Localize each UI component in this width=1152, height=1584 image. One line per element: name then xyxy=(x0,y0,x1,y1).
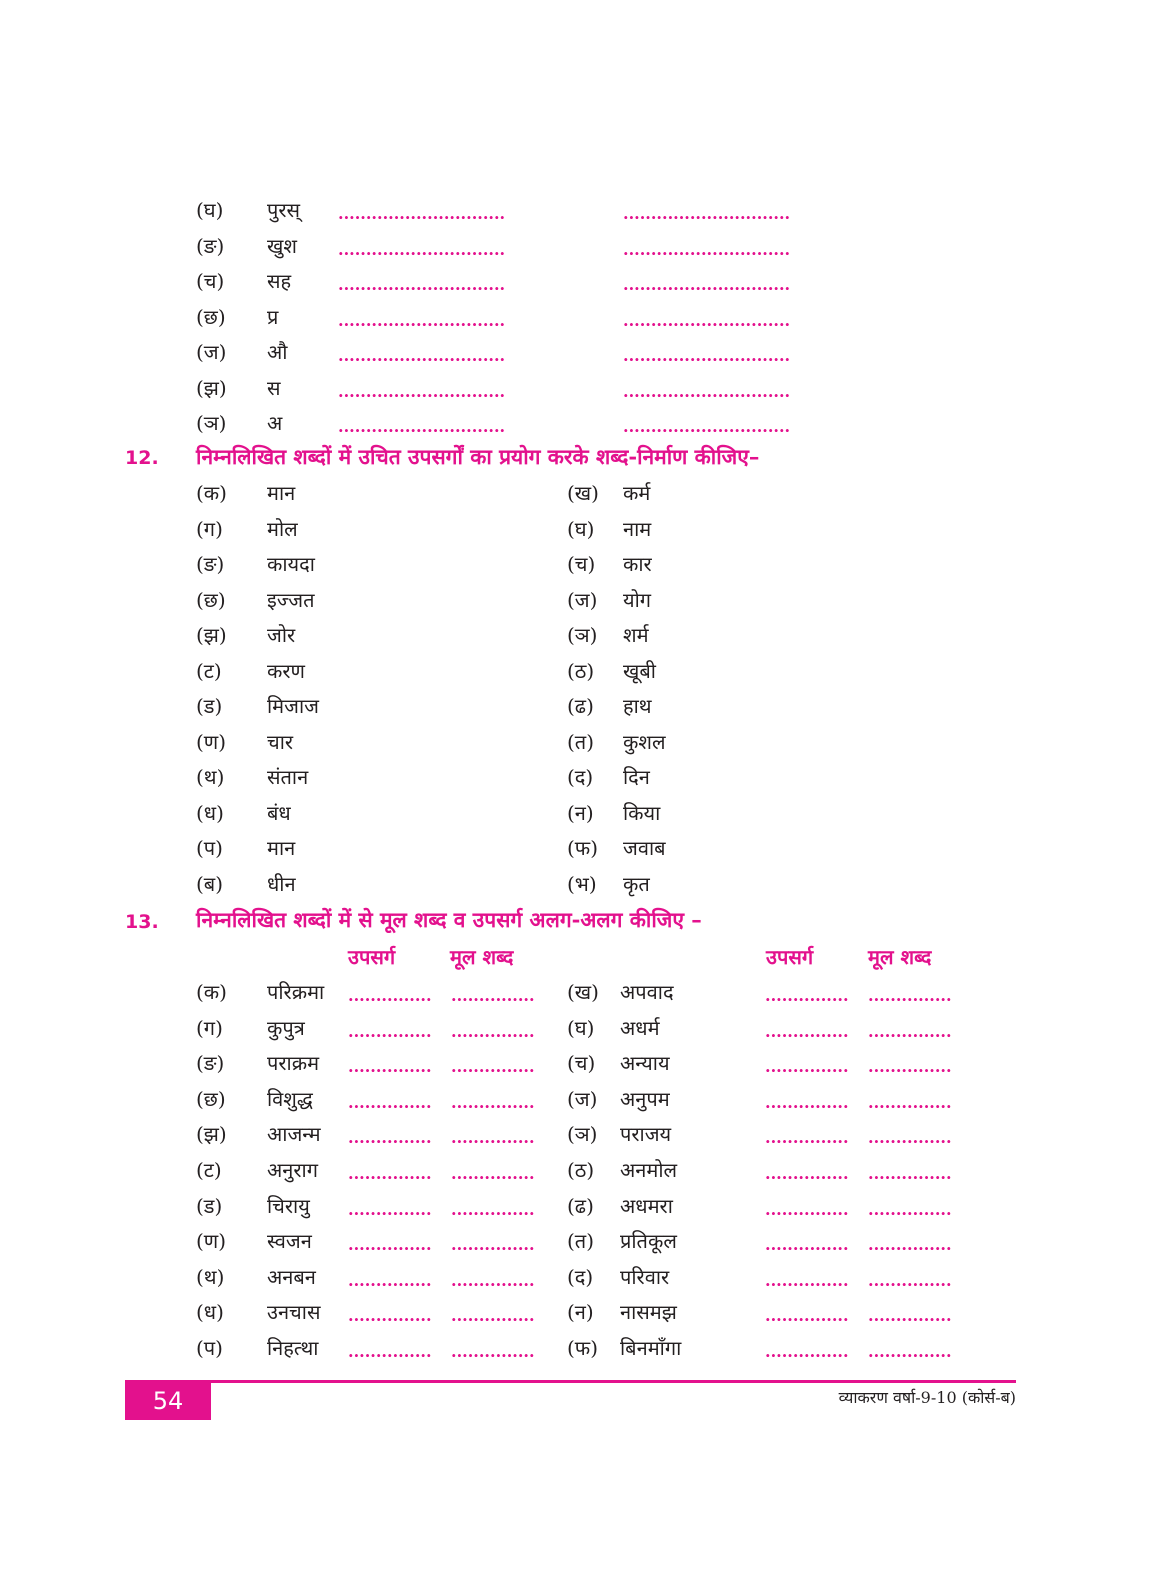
item-word: जोर xyxy=(267,623,296,647)
item-word: अनबन xyxy=(267,1264,316,1289)
item-word: चिरायु xyxy=(267,1193,310,1218)
item-word: अनुपम xyxy=(620,1086,670,1111)
item-word: कृत xyxy=(623,871,650,896)
item-word: स्वजन xyxy=(267,1229,312,1254)
answer-blank: ............... xyxy=(451,986,535,1005)
answer-blank: .............................. xyxy=(338,310,506,330)
answer-blank: ............... xyxy=(451,1021,535,1041)
answer-blank: ............... xyxy=(868,1057,952,1077)
item-word: जवाब xyxy=(623,836,666,860)
item-label: (प) xyxy=(196,1336,223,1360)
item-label: (ज) xyxy=(567,587,598,612)
answer-blank: ............... xyxy=(765,1057,849,1077)
q12-title: निम्नलिखित शब्दों में उचित उपसर्गों का प्रयोग करके शब्द-निर्माण कीजिए– xyxy=(196,444,760,469)
answer-blank: .............................. xyxy=(623,310,791,330)
answer-blank: ............... xyxy=(868,1270,952,1290)
item-word: मान xyxy=(267,836,296,860)
item-word: संतान xyxy=(267,765,309,789)
item-label: (ट) xyxy=(196,658,222,683)
item-label: (ञ) xyxy=(567,1122,598,1147)
item-label: (थ) xyxy=(196,1264,225,1289)
item-label: (न) xyxy=(567,800,594,825)
item-word: मान xyxy=(267,481,296,505)
item-word: कायदा xyxy=(267,552,315,576)
answer-blank: ............... xyxy=(451,1306,535,1326)
item-label: (फ) xyxy=(567,836,599,860)
q12-number: 12. xyxy=(125,447,159,469)
item-label: (ञ) xyxy=(196,411,227,435)
item-word: कुशल xyxy=(623,729,666,754)
item-word: स xyxy=(267,375,281,400)
q13-title: निम्नलिखित शब्दों में से मूल शब्द व उपसर्ग अलग-अलग कीजिए – xyxy=(196,907,702,932)
item-word: निहत्था xyxy=(267,1336,319,1360)
answer-blank: ............... xyxy=(348,1128,432,1148)
item-label: (ख) xyxy=(567,481,599,505)
item-label: (छ) xyxy=(196,1086,226,1111)
item-label: (ज) xyxy=(196,340,227,364)
item-label: (त) xyxy=(567,729,595,754)
answer-blank: ............... xyxy=(451,1128,535,1148)
item-label: (घ) xyxy=(567,516,595,541)
answer-blank: .............................. xyxy=(338,204,506,223)
item-label: (च) xyxy=(567,552,596,576)
item-label: (फ) xyxy=(567,1336,599,1360)
item-word: परिक्रमा xyxy=(267,980,325,1004)
item-word: अ xyxy=(267,411,283,435)
answer-blank: ............... xyxy=(451,1235,535,1255)
answer-blank: ............... xyxy=(868,1164,952,1183)
item-label: (ठ) xyxy=(567,658,595,683)
q13-col-prefix-left: उपसर्ग xyxy=(348,945,396,969)
item-label: (ग) xyxy=(196,516,223,541)
item-label: (ध) xyxy=(196,800,224,825)
item-word: अपवाद xyxy=(620,980,674,1004)
page-number: 54 xyxy=(125,1383,211,1420)
item-label: (च) xyxy=(567,1051,596,1076)
item-word: बंध xyxy=(267,800,291,825)
answer-blank: .............................. xyxy=(623,417,791,436)
item-label: (त) xyxy=(567,1229,595,1254)
book-title: व्याकरण वर्षा-9-10 (कोर्स-ब) xyxy=(838,1388,1016,1407)
answer-blank: ............... xyxy=(868,1092,952,1112)
item-word: दिन xyxy=(623,765,650,789)
answer-blank: ............... xyxy=(348,1342,432,1361)
answer-blank: ............... xyxy=(348,1306,432,1326)
answer-blank: ............... xyxy=(765,986,849,1005)
item-word: कार xyxy=(623,552,652,576)
item-label: (ध) xyxy=(196,1300,224,1325)
answer-blank: .............................. xyxy=(338,346,506,365)
item-label: (थ) xyxy=(196,765,225,789)
answer-blank: ............... xyxy=(868,986,952,1005)
answer-blank: ............... xyxy=(868,1128,952,1148)
item-label: (ङ) xyxy=(196,552,225,576)
answer-blank: ............... xyxy=(348,1164,432,1183)
answer-blank: ............... xyxy=(868,1199,952,1219)
item-label: (प) xyxy=(196,836,223,860)
item-label: (छ) xyxy=(196,304,226,329)
footer-rule xyxy=(125,1380,1016,1383)
item-label: (ढ) xyxy=(567,694,594,718)
answer-blank: .............................. xyxy=(338,381,506,401)
answer-blank: ............... xyxy=(348,1235,432,1255)
answer-blank: .............................. xyxy=(623,346,791,365)
item-label: (ण) xyxy=(196,1229,227,1254)
item-word: सह xyxy=(267,269,292,293)
answer-blank: ............... xyxy=(348,1270,432,1290)
item-word: परिवार xyxy=(620,1264,670,1289)
item-word: अधमरा xyxy=(620,1193,673,1218)
item-label: (भ) xyxy=(567,871,597,896)
item-label: (द) xyxy=(567,765,594,789)
answer-blank: ............... xyxy=(451,1057,535,1077)
item-word: नासमझ xyxy=(620,1300,677,1325)
item-word: करण xyxy=(267,658,305,683)
item-word: धीन xyxy=(267,871,296,896)
answer-blank: .............................. xyxy=(623,381,791,401)
item-label: (ठ) xyxy=(567,1158,595,1182)
answer-blank: ............... xyxy=(451,1199,535,1219)
item-label: (द) xyxy=(567,1264,594,1289)
answer-blank: .............................. xyxy=(338,239,506,259)
answer-blank: ............... xyxy=(348,1057,432,1077)
answer-blank: .............................. xyxy=(623,239,791,259)
item-word: किया xyxy=(623,800,661,825)
answer-blank: ............... xyxy=(451,1164,535,1183)
item-label: (ङ) xyxy=(196,233,225,258)
item-label: (झ) xyxy=(196,375,227,400)
item-word: कर्म xyxy=(623,481,651,505)
item-label: (झ) xyxy=(196,1122,227,1147)
answer-blank: ............... xyxy=(868,1235,952,1255)
answer-blank: ............... xyxy=(868,1306,952,1326)
answer-blank: ............... xyxy=(451,1092,535,1112)
answer-blank: .............................. xyxy=(623,204,791,223)
item-word: मोल xyxy=(267,516,298,541)
answer-blank: ............... xyxy=(451,1342,535,1361)
item-word: चार xyxy=(267,729,294,754)
item-word: कुपुत्र xyxy=(267,1015,305,1040)
item-word: बिनमाँगा xyxy=(620,1336,682,1360)
answer-blank: ............... xyxy=(765,1164,849,1183)
item-word: इज्जत xyxy=(267,587,315,612)
answer-blank: .............................. xyxy=(623,275,791,294)
item-label: (ड) xyxy=(196,694,223,718)
item-word: आजन्म xyxy=(267,1122,321,1147)
item-label: (घ) xyxy=(196,198,224,222)
item-word: प्र xyxy=(267,304,279,329)
item-label: (ढ) xyxy=(567,1193,594,1218)
item-word: खूबी xyxy=(623,658,656,683)
q13-col-root-right: मूल शब्द xyxy=(868,945,932,969)
item-label: (ब) xyxy=(196,871,224,896)
item-word: नाम xyxy=(623,516,652,541)
item-word: औ xyxy=(267,340,288,364)
answer-blank: ............... xyxy=(348,1021,432,1041)
answer-blank: .............................. xyxy=(338,417,506,436)
answer-blank: ............... xyxy=(765,1128,849,1148)
answer-blank: ............... xyxy=(765,1092,849,1112)
item-label: (च) xyxy=(196,269,225,293)
item-label: (ञ) xyxy=(567,623,598,647)
item-word: शर्म xyxy=(623,623,649,647)
item-word: पुरस् xyxy=(267,198,301,222)
item-word: विशुद्ध xyxy=(267,1086,313,1111)
item-word: पराक्रम xyxy=(267,1051,320,1076)
answer-blank: ............... xyxy=(765,1235,849,1255)
q13-col-root-left: मूल शब्द xyxy=(450,945,514,969)
item-label: (क) xyxy=(196,980,227,1004)
item-word: अनुराग xyxy=(267,1158,318,1182)
item-label: (झ) xyxy=(196,623,227,647)
answer-blank: .............................. xyxy=(338,275,506,294)
answer-blank: ............... xyxy=(868,1021,952,1041)
item-word: अनमोल xyxy=(620,1158,678,1182)
item-label: (न) xyxy=(567,1300,594,1325)
item-label: (ङ) xyxy=(196,1051,225,1076)
answer-blank: ............... xyxy=(765,1306,849,1326)
answer-blank: ............... xyxy=(451,1270,535,1290)
item-label: (छ) xyxy=(196,587,226,612)
item-word: अधर्म xyxy=(620,1015,660,1040)
item-word: उनचास xyxy=(267,1300,321,1325)
q13-number: 13. xyxy=(125,911,159,933)
item-word: मिजाज xyxy=(267,694,319,718)
item-word: अन्याय xyxy=(620,1051,670,1076)
item-word: खुश xyxy=(267,233,297,258)
answer-blank: ............... xyxy=(765,1199,849,1219)
item-label: (क) xyxy=(196,481,227,505)
answer-blank: ............... xyxy=(765,1021,849,1041)
item-label: (ड) xyxy=(196,1193,223,1218)
q13-col-prefix-right: उपसर्ग xyxy=(766,945,814,969)
item-word: प्रतिकूल xyxy=(620,1229,677,1254)
answer-blank: ............... xyxy=(765,1342,849,1361)
item-label: (ण) xyxy=(196,729,227,754)
item-label: (ख) xyxy=(567,980,599,1004)
item-word: पराजय xyxy=(620,1122,672,1147)
answer-blank: ............... xyxy=(868,1342,952,1361)
item-label: (ट) xyxy=(196,1158,222,1182)
answer-blank: ............... xyxy=(348,986,432,1005)
item-label: (ज) xyxy=(567,1086,598,1111)
item-label: (ग) xyxy=(196,1015,223,1040)
item-word: हाथ xyxy=(623,694,652,718)
answer-blank: ............... xyxy=(348,1199,432,1219)
answer-blank: ............... xyxy=(348,1092,432,1112)
answer-blank: ............... xyxy=(765,1270,849,1290)
item-label: (घ) xyxy=(567,1015,595,1040)
item-word: योग xyxy=(623,587,652,612)
